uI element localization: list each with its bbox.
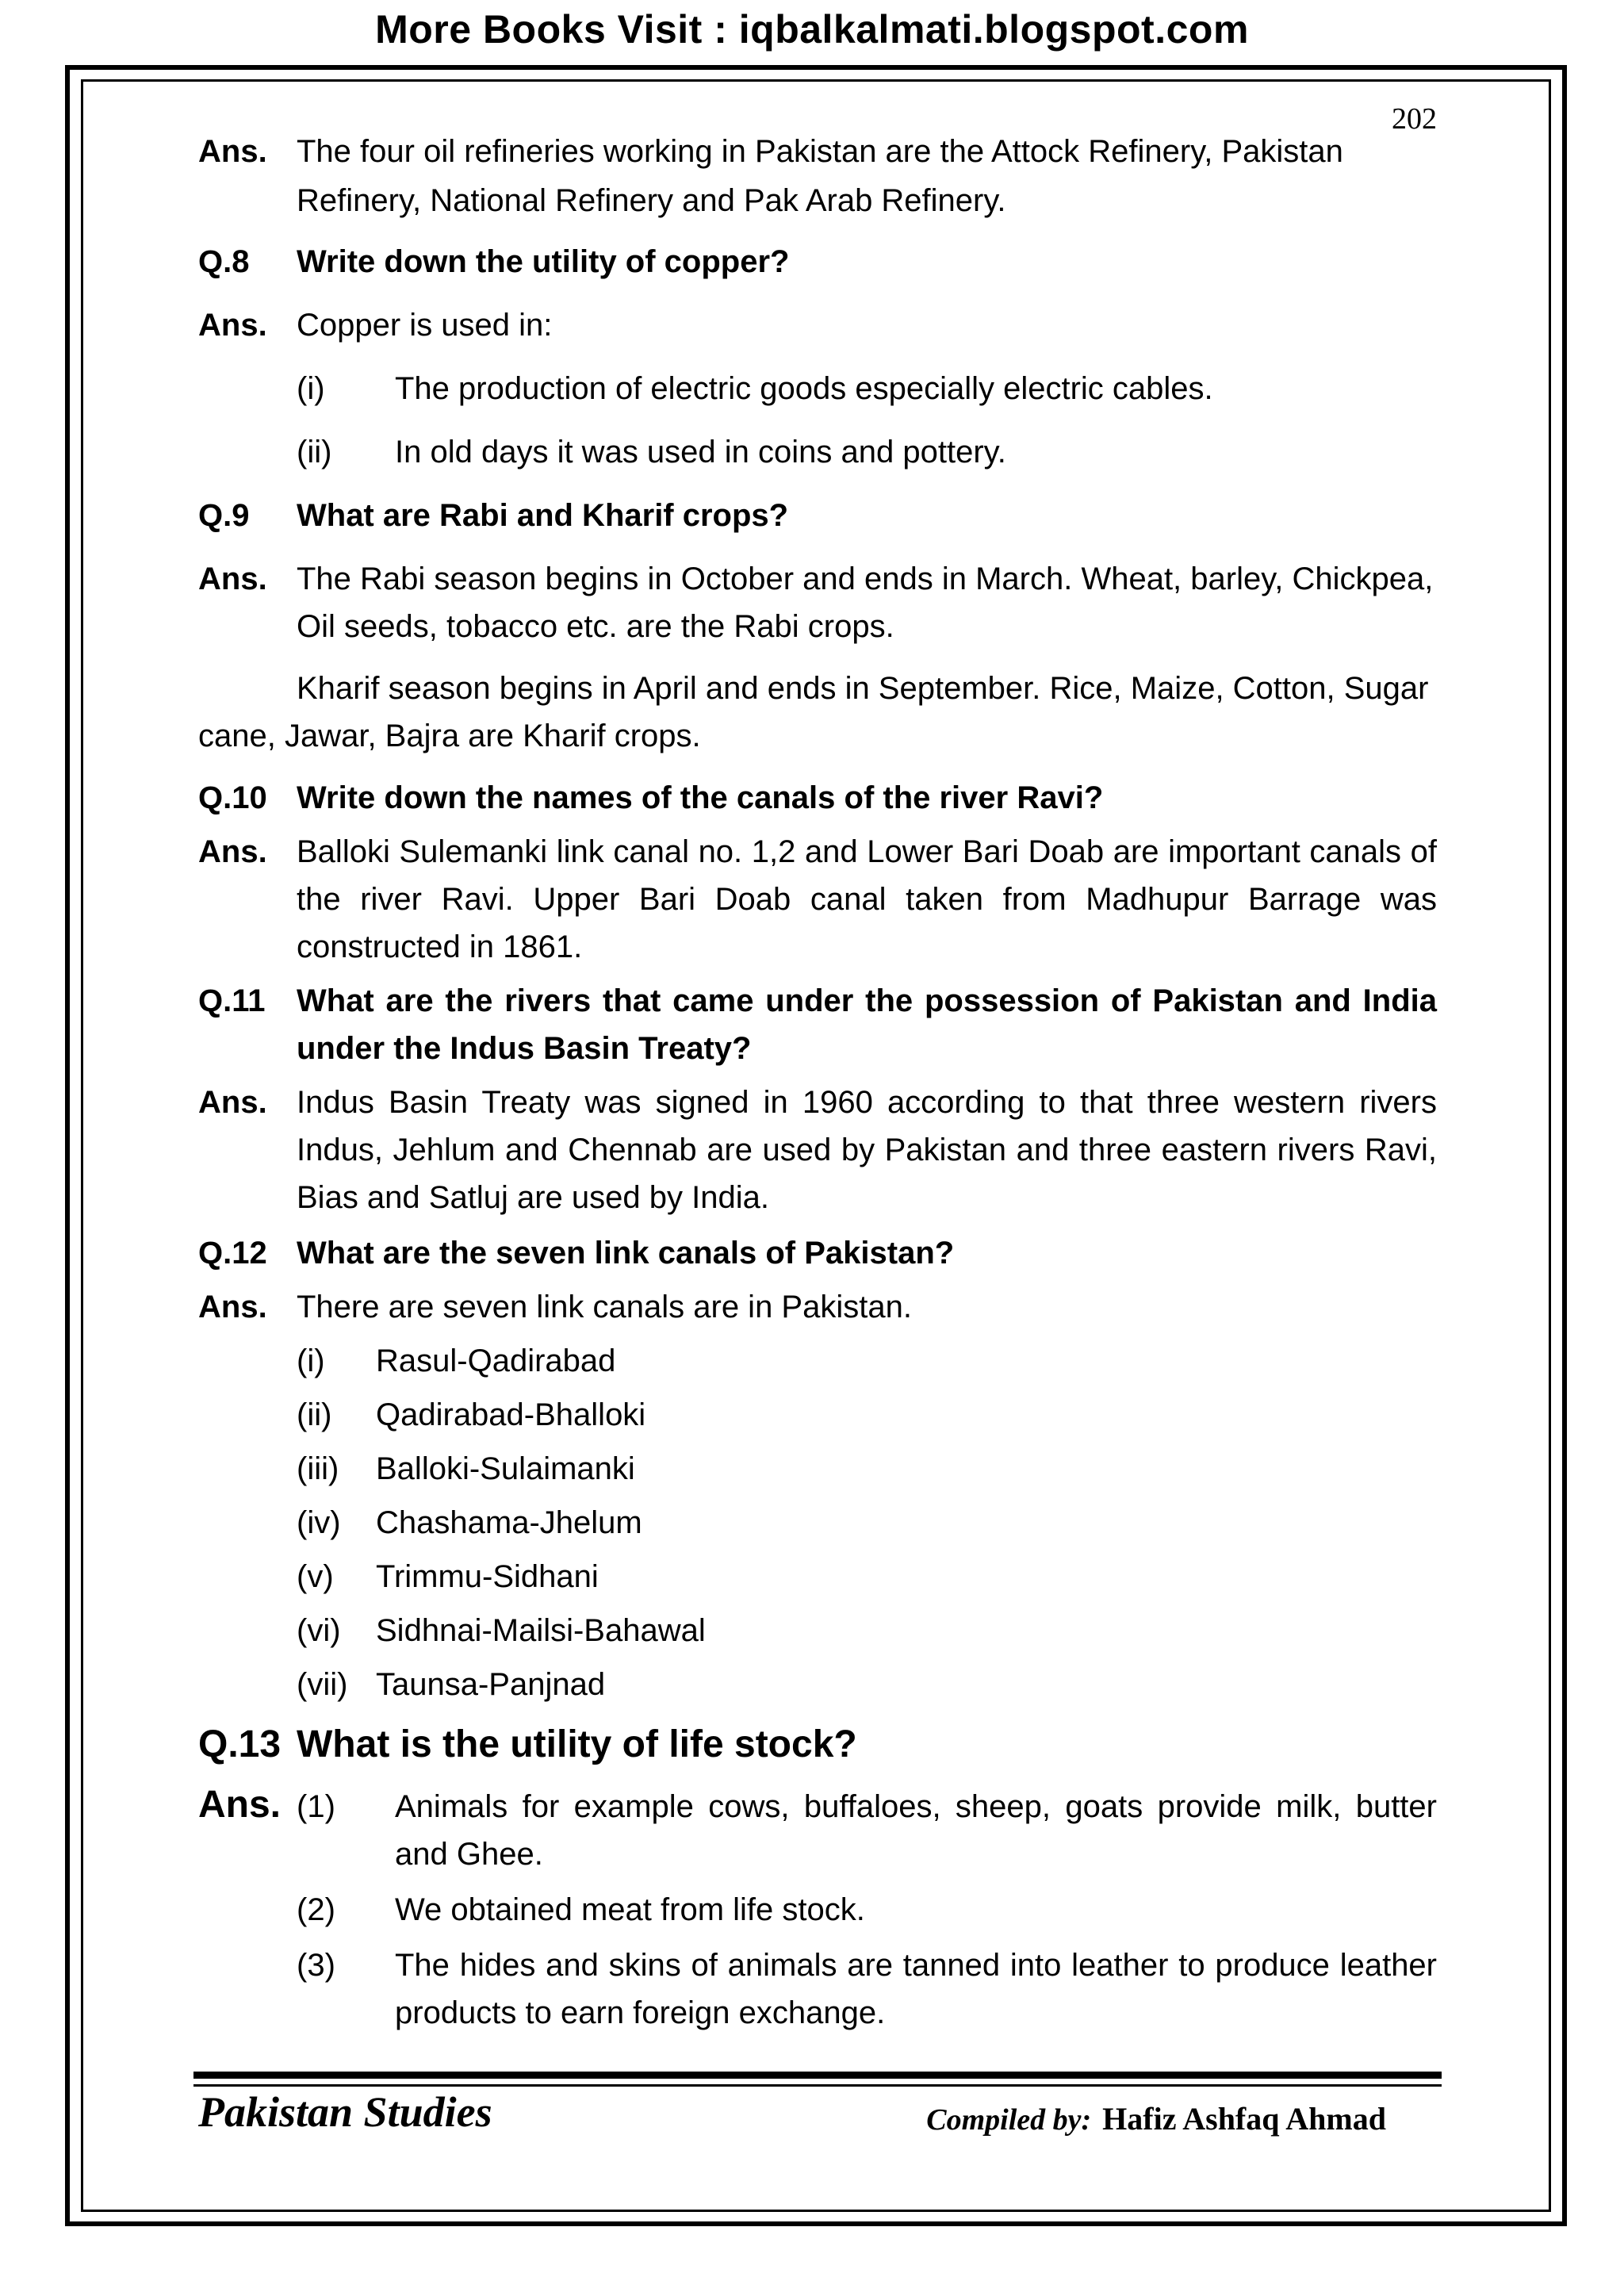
answer-label: Ans. bbox=[198, 1784, 282, 1826]
question-text: What are the seven link canals of Pakistan? bbox=[297, 1236, 955, 1271]
question-label: Q.11 bbox=[198, 983, 266, 1018]
list-item-text: Sidhnai-Mailsi-Bahawal bbox=[376, 1613, 706, 1648]
list-item bbox=[297, 1499, 1437, 1547]
footer-credit bbox=[926, 2100, 1386, 2137]
answer-label: Ans. bbox=[198, 834, 267, 869]
list-item-number: (2) bbox=[297, 1892, 335, 1927]
page-number: 202 bbox=[1392, 102, 1437, 136]
question-8 bbox=[198, 238, 1437, 286]
list-item-text: Qadirabad-Bhalloki bbox=[376, 1397, 646, 1432]
list-item-number: (3) bbox=[297, 1948, 335, 1983]
page-content bbox=[198, 127, 1437, 2037]
list-item-text: Balloki-Sulaimanki bbox=[376, 1451, 635, 1486]
list-item-number: (i) bbox=[297, 371, 325, 406]
list-item bbox=[297, 1941, 1437, 2037]
list-item bbox=[297, 1337, 1437, 1385]
answer-text: Indus Basin Treaty was signed in 1960 according to that three western rivers Indus, Jehlum and Chennab are used by Pakistan and three eastern rivers Ravi, Bias and Satluj are used by India. bbox=[297, 1085, 1437, 1215]
list-item-text: In old days it was used in coins and pottery. bbox=[395, 435, 1006, 470]
question-label: Q.9 bbox=[198, 498, 250, 533]
question-text: What are the rivers that came under the possession of Pakistan and India under the Indus Basin Treaty? bbox=[297, 983, 1437, 1066]
list-item-number: (1) bbox=[297, 1789, 335, 1824]
question-text: What are Rabi and Kharif crops? bbox=[297, 498, 789, 533]
site-header: More Books Visit : iqbalkalmati.blogspot.com bbox=[375, 7, 1249, 52]
question-text: Write down the names of the canals of the river Ravi? bbox=[297, 780, 1104, 815]
question-text: Write down the utility of copper? bbox=[297, 244, 790, 279]
answer-label: Ans. bbox=[198, 1085, 267, 1120]
list-item-text: We obtained meat from life stock. bbox=[395, 1892, 865, 1927]
answer-label: Ans. bbox=[198, 308, 267, 343]
answer-text: The Rabi season begins in October and ends in March. Wheat, barley, Chickpea, Oil seeds, tobacco etc. are the Rabi crops. bbox=[297, 562, 1434, 644]
question-12 bbox=[198, 1229, 1437, 1277]
answer-paragraph: Kharif season begins in April and ends in September. Rice, Maize, Cotton, Sugar cane, Jawar, Bajra are Kharif crops. bbox=[198, 671, 1429, 753]
answer-9 bbox=[198, 555, 1437, 650]
question-label: Q.12 bbox=[198, 1236, 267, 1271]
question-13 bbox=[198, 1718, 1437, 1772]
compiled-by-label: Compiled by: bbox=[926, 2103, 1092, 2137]
answer-7 bbox=[198, 127, 1437, 225]
list-item-number: (vi) bbox=[297, 1613, 341, 1648]
answer-text: Balloki Sulemanki link canal no. 1,2 and Lower Bari Doab are important canals of the river Ravi. Upper Bari Doab canal taken from Madhupur Barrage was constructed in 1861. bbox=[297, 834, 1437, 964]
list-item-number: (ii) bbox=[297, 1397, 332, 1432]
list-item bbox=[297, 428, 1437, 476]
list-item-text: Taunsa-Panjnad bbox=[376, 1667, 606, 1702]
list-item bbox=[297, 1783, 1437, 1878]
list-item-number: (ii) bbox=[297, 435, 332, 470]
answer-label: Ans. bbox=[198, 562, 267, 596]
list-item-number: (vii) bbox=[297, 1667, 348, 1702]
list-item-number: (i) bbox=[297, 1343, 325, 1378]
answer-8 bbox=[198, 301, 1437, 349]
question-label: Q.10 bbox=[198, 780, 267, 815]
answer-label: Ans. bbox=[198, 134, 267, 169]
footer-book-title: Pakistan Studies bbox=[198, 2088, 492, 2136]
list-item-text: Rasul-Qadirabad bbox=[376, 1343, 616, 1378]
list-item bbox=[297, 1445, 1437, 1493]
question-9 bbox=[198, 492, 1437, 539]
answer-label: Ans. bbox=[198, 1290, 267, 1324]
list-item-text: The production of electric goods especially electric cables. bbox=[395, 371, 1213, 406]
question-text: What is the utility of life stock? bbox=[297, 1723, 857, 1765]
list-item-number: (iii) bbox=[297, 1451, 339, 1486]
answer-13 bbox=[198, 1778, 1437, 1878]
list-item bbox=[297, 365, 1437, 412]
list-item-text: Animals for example cows, buffaloes, sheep, goats provide milk, butter and Ghee. bbox=[395, 1789, 1437, 1872]
list-item-number: (v) bbox=[297, 1559, 334, 1594]
question-label: Q.13 bbox=[198, 1723, 282, 1765]
answer-text: Copper is used in: bbox=[297, 308, 553, 343]
footer-rule bbox=[193, 2072, 1442, 2079]
footer-rule-thin bbox=[193, 2084, 1442, 2087]
answer-text: The four oil refineries working in Pakistan are the Attock Refinery, Pakistan Refinery, National Refinery and Pak Arab Refinery. bbox=[297, 134, 1343, 218]
list-item bbox=[297, 1886, 1437, 1934]
list-item-number: (iv) bbox=[297, 1505, 341, 1540]
answer-12 bbox=[198, 1283, 1437, 1331]
answer-text: There are seven link canals are in Pakistan. bbox=[297, 1290, 912, 1324]
list-item-text: Trimmu-Sidhani bbox=[376, 1559, 599, 1594]
list-item-text: The hides and skins of animals are tanned into leather to produce leather products to earn foreign exchange. bbox=[395, 1948, 1437, 2030]
question-label: Q.8 bbox=[198, 244, 250, 279]
answer-11 bbox=[198, 1079, 1437, 1221]
list-item-text: Chashama-Jhelum bbox=[376, 1505, 642, 1540]
list-item bbox=[297, 1391, 1437, 1439]
list-item bbox=[297, 1607, 1437, 1654]
question-10 bbox=[198, 774, 1437, 822]
question-11 bbox=[198, 977, 1437, 1072]
list-item bbox=[297, 1661, 1437, 1708]
author-name: Hafiz Ashfaq Ahmad bbox=[1102, 2101, 1386, 2137]
answer-10 bbox=[198, 828, 1437, 971]
list-item bbox=[297, 1553, 1437, 1600]
